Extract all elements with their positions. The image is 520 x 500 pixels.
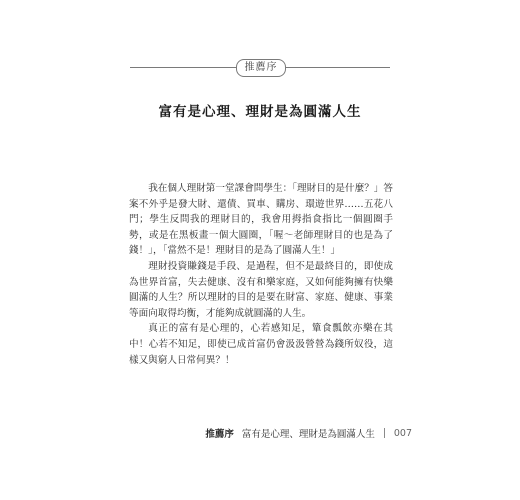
page-number: 007: [393, 427, 412, 439]
paragraph: 理財投資賺錢是手段、是過程，但不是最終目的，即使成為世界首富，失去健康、沒有和樂家庭，又如何能夠擁有快樂圓滿的人生？所以理財的目的是要在財富、家庭、健康、事業等面向取得均衡，才能夠成就圓滿的人生。: [129, 260, 393, 319]
footer-divider: [384, 428, 385, 438]
paragraph: 我在個人理財第一堂課會問學生：「理財目的是什麼？」答案不外乎是發大財、還債、買車、購房、環遊世界……五花八門；學生反問我的理財目的，我會用拇指食指比一個圓圈手勢，或是在黑板畫一個大圓圈，「喔～老師理財目的也是為了錢！」，「當然不是！理財目的是為了圓滿人生！」: [129, 183, 393, 257]
section-tag: 推薦序: [236, 59, 286, 77]
paragraph: 真正的富有是心理的，心若感知足，簞食瓢飲亦樂在其中！心若不知足，即使已成首富仍會汲汲營營為錢所奴役，這樣又與窮人日常何異？！: [129, 323, 393, 366]
page-footer: [205, 426, 412, 440]
page-title: 富有是心理、理財是為圓滿人生: [158, 104, 362, 120]
footer-running-title: 富有是心理、理財是為圓滿人生: [241, 429, 375, 440]
body-text: [129, 181, 393, 368]
footer-section-label: 推薦序: [205, 429, 234, 440]
